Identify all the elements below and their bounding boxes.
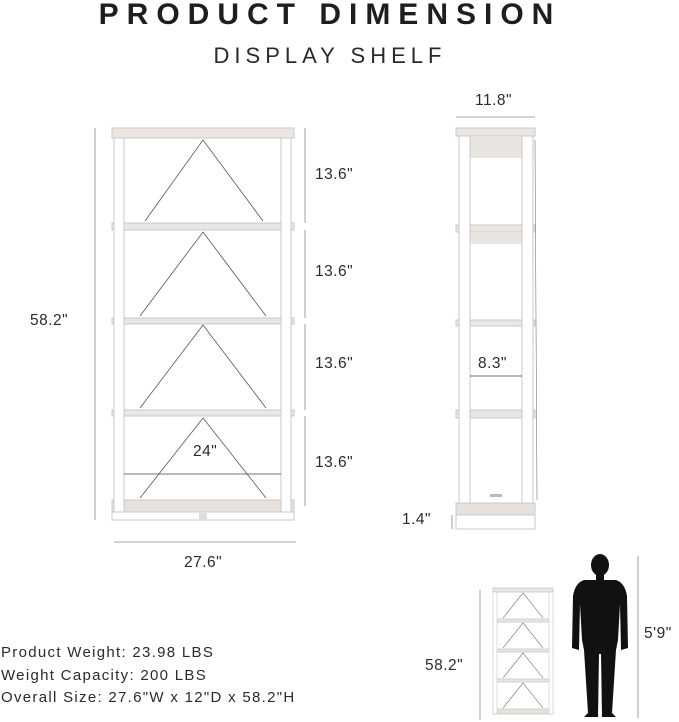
side-back-post (522, 136, 533, 503)
top-shelf-board (112, 128, 294, 138)
person-neck (596, 574, 604, 580)
person-height-label: 5'9" (644, 625, 672, 642)
scale-shelf-height-label: 58.2" (425, 657, 464, 674)
spec-product-weight: Product Weight: 23.98 LBS (1, 644, 215, 661)
scale-view-shelf (480, 588, 553, 720)
base-height-label: 1.4" (402, 511, 432, 528)
side-front-post (459, 136, 470, 503)
mini-post (549, 592, 553, 714)
inner-width-label: 24" (193, 443, 218, 460)
shelf-spacing-label-4: 13.6" (315, 454, 354, 471)
shelf-board (112, 318, 294, 324)
front-view-shelf (112, 128, 294, 520)
front-height-label: 58.2" (30, 312, 69, 329)
person-head (591, 554, 609, 576)
shelf-board (112, 223, 294, 230)
shelf-spacing-label-2: 13.6" (315, 263, 354, 280)
wire-support (145, 140, 263, 221)
person-silhouette (572, 554, 628, 717)
inner-depth-label: 8.3" (478, 355, 508, 372)
shelf-board (112, 410, 294, 416)
right-post (281, 138, 291, 512)
outer-width-label: 27.6" (184, 554, 223, 571)
spec-overall-size: Overall Size: 27.6"W x 12"D x 58.2"H (1, 689, 296, 706)
mini-wire (503, 593, 543, 618)
mini-shelf-board (493, 649, 553, 652)
wire-support (140, 325, 266, 408)
side-handle (490, 494, 502, 497)
mini-post (493, 592, 497, 714)
left-post (114, 138, 124, 512)
mini-shelf-board (493, 588, 553, 592)
mini-shelf-board (493, 619, 553, 622)
side-top-panel (470, 136, 522, 158)
side-bottom-board (456, 503, 535, 515)
side-top-board (456, 128, 535, 136)
wire-support (140, 232, 266, 316)
side-shelf-panel (470, 232, 522, 244)
page-title: PRODUCT DIMENSION (98, 0, 562, 31)
front-dimension-lines (95, 128, 305, 542)
mini-wire (503, 683, 543, 708)
mini-shelf-board (493, 679, 553, 682)
bottom-shelf-board (112, 500, 294, 512)
page-subtitle: DISPLAY SHELF (213, 43, 447, 68)
mini-wire (503, 623, 543, 648)
base-foot (199, 513, 207, 520)
shelf-spacing-label-1: 13.6" (315, 166, 354, 183)
side-view-shelf (452, 117, 537, 529)
shelf-spacing-label-3: 13.6" (315, 355, 354, 372)
mini-shelf-board (493, 709, 553, 714)
side-base (456, 515, 535, 529)
side-depth-label: 11.8" (475, 92, 513, 109)
mini-wire (503, 653, 543, 678)
person-body (572, 580, 628, 717)
spec-weight-capacity: Weight Capacity: 200 LBS (1, 667, 208, 684)
